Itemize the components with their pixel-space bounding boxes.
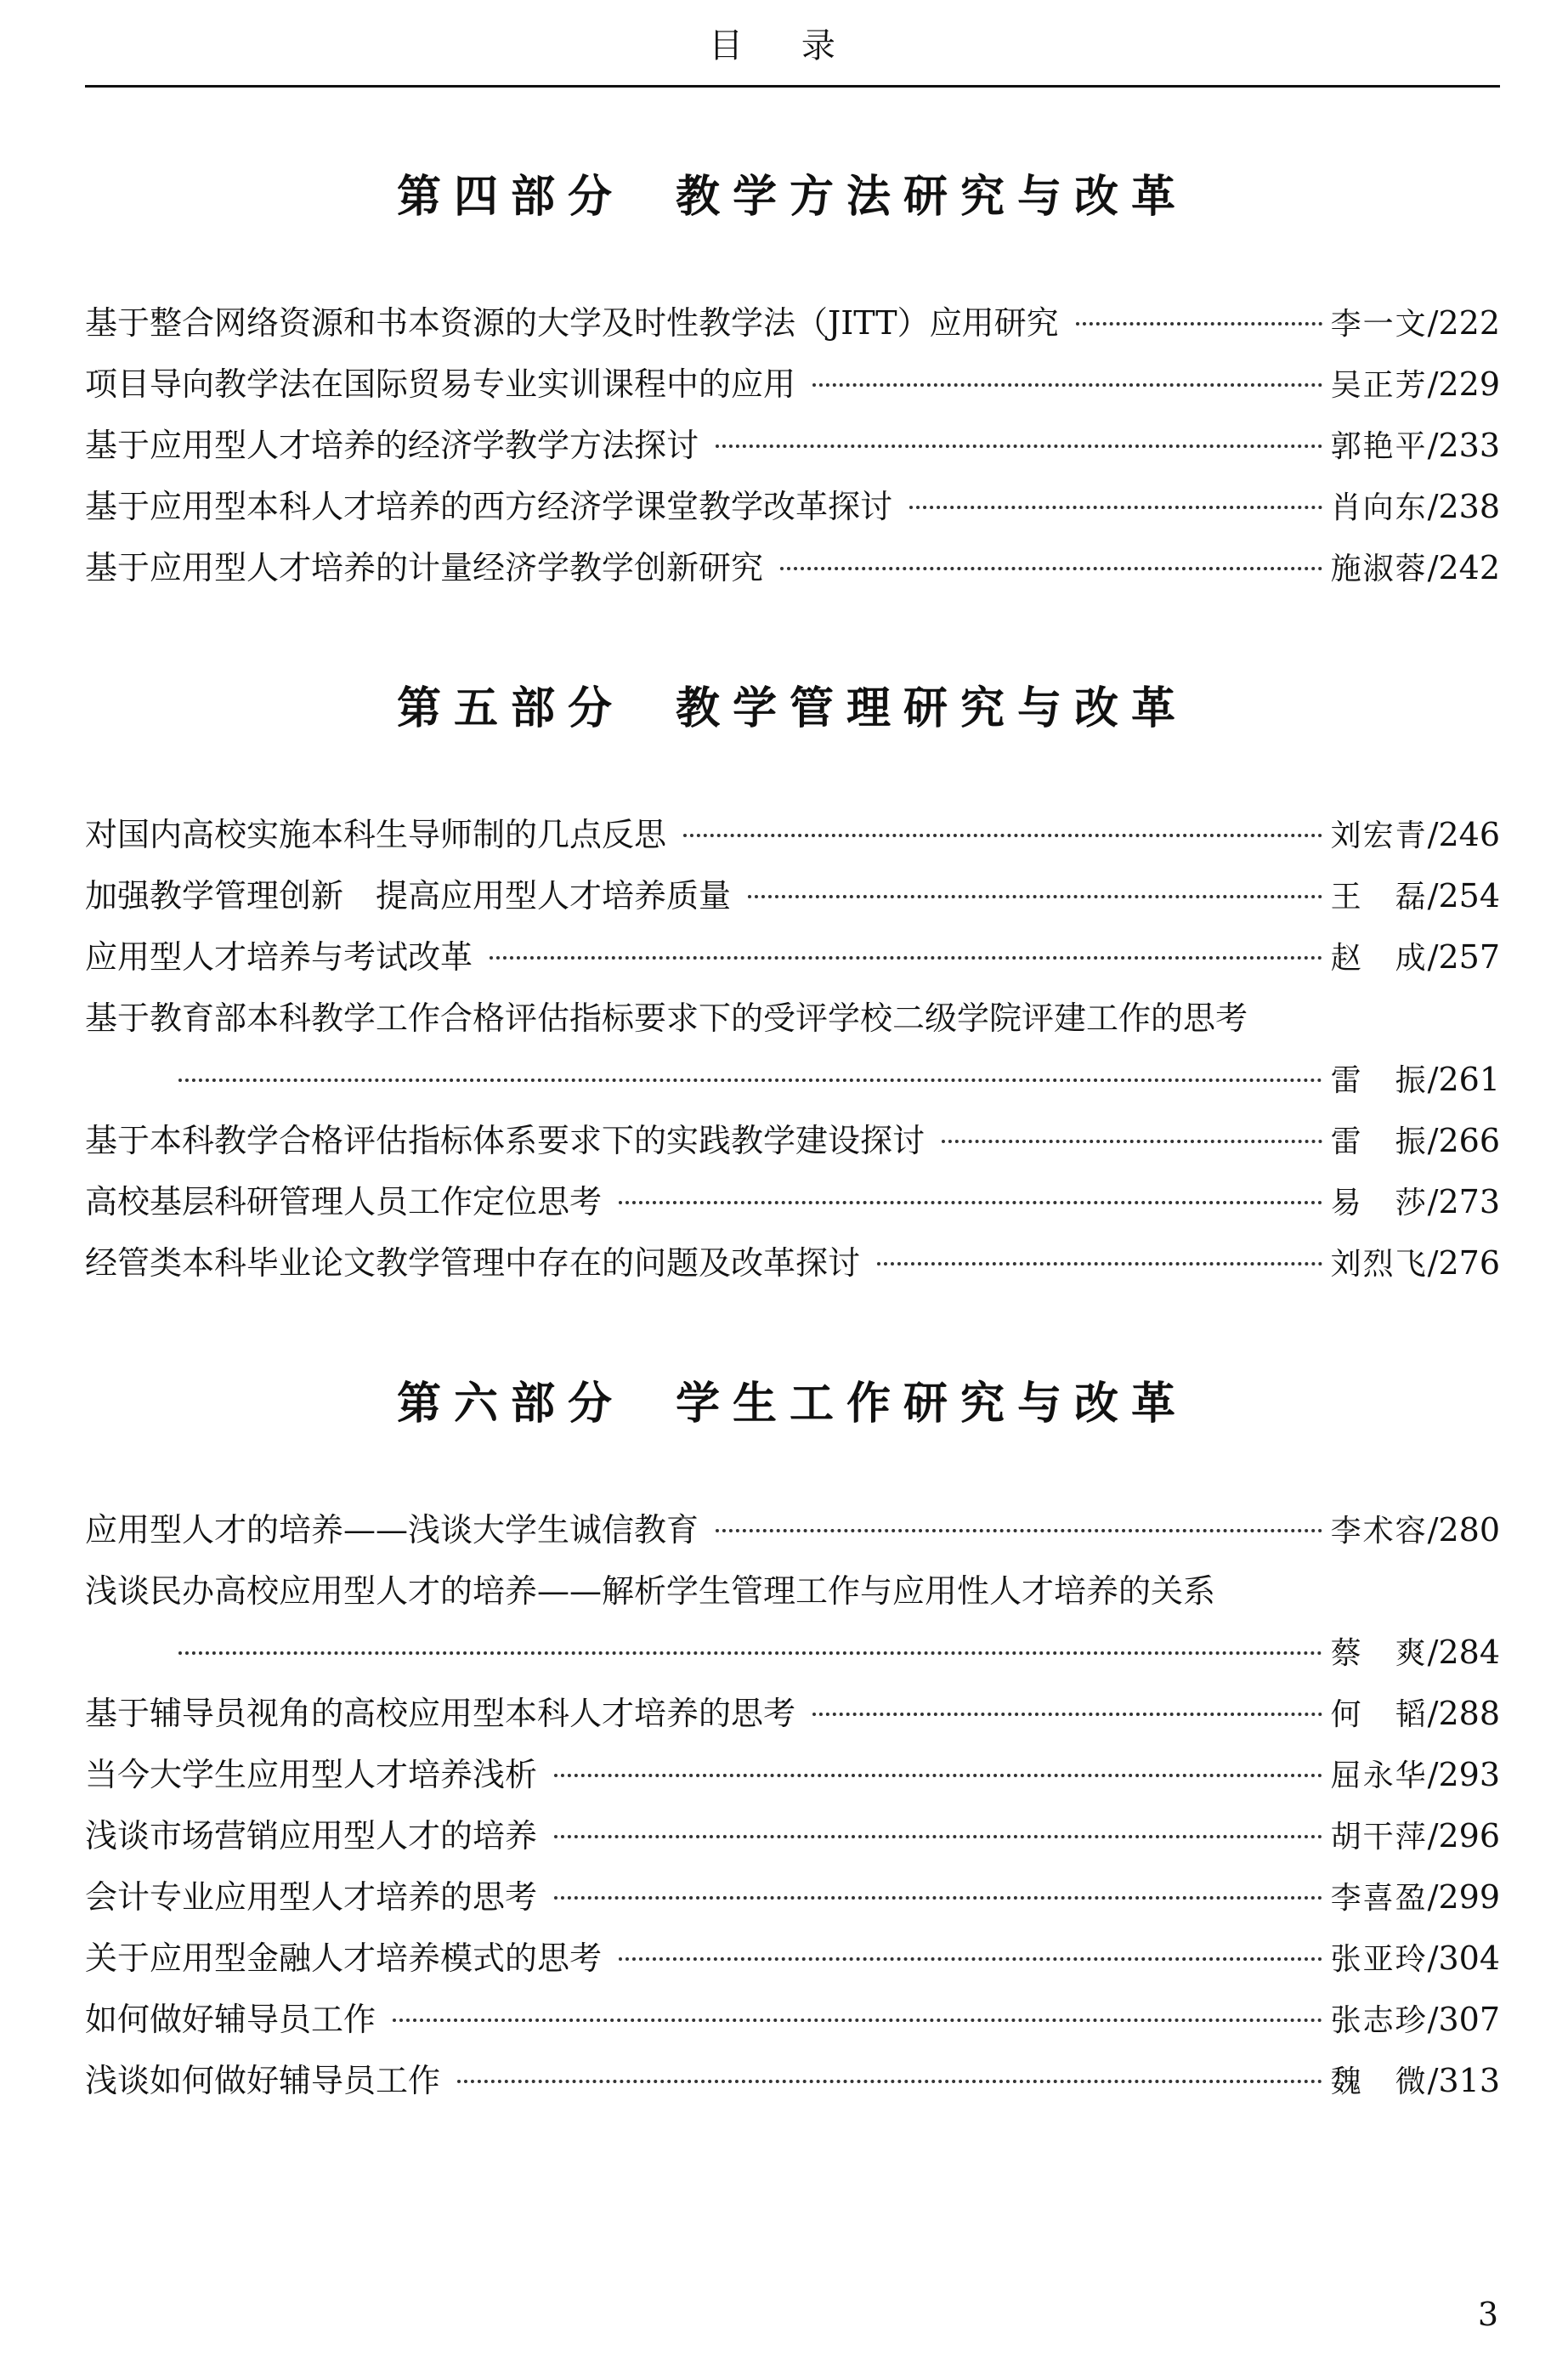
- entry-line: [85, 476, 1500, 537]
- toc-entry[interactable]: [85, 926, 1500, 988]
- dot-leader: [554, 1774, 1322, 1777]
- entry-author-page: [1331, 1866, 1500, 1929]
- entry-title: 项目导向教学法在国际贸易专业实训课程中的应用: [85, 365, 796, 403]
- entry-author: 何 韬: [1330, 1697, 1428, 1732]
- entry-line: [85, 1683, 1500, 1744]
- section-title: 教学方法研究与改革: [676, 171, 1189, 223]
- dot-leader: [554, 1835, 1322, 1838]
- entry-author-page: [1331, 926, 1500, 989]
- author-page-separator: /: [1427, 1244, 1439, 1282]
- author-page-separator: /: [1427, 1878, 1439, 1916]
- entry-author: 施淑蓉: [1330, 552, 1428, 586]
- entry-author-page: [1331, 1110, 1500, 1173]
- toc-section: [85, 171, 1500, 598]
- entry-author-page: [1331, 804, 1500, 867]
- toc-entry[interactable]: [85, 988, 1500, 1110]
- entry-author: 郭艳平: [1330, 429, 1428, 464]
- entry-page-number: 266: [1438, 1122, 1500, 1159]
- entry-line: [85, 537, 1500, 598]
- dot-leader: [812, 1713, 1322, 1716]
- author-page-separator: /: [1427, 1183, 1439, 1220]
- toc-entry[interactable]: [85, 476, 1500, 537]
- entry-list: [85, 1499, 1500, 2111]
- entry-author-page: [1331, 1805, 1500, 1868]
- dot-leader: [457, 2080, 1322, 2083]
- entry-page-number: 296: [1438, 1817, 1500, 1855]
- entry-line: [85, 1110, 1500, 1171]
- toc-entry[interactable]: [85, 537, 1500, 598]
- toc-entry[interactable]: [85, 292, 1500, 354]
- dot-leader: [909, 506, 1322, 509]
- entry-author-page: [1331, 1049, 1500, 1112]
- entry-author-page: [1331, 1622, 1500, 1685]
- entry-author-page: [1331, 292, 1500, 355]
- section-part-label: 第五部分: [396, 682, 625, 734]
- entry-title: 当今大学生应用型人才培养浅析: [85, 1756, 538, 1793]
- entry-author-page: [1331, 1171, 1500, 1234]
- entry-title: 基于应用型人才培养的经济学教学方法探讨: [85, 427, 699, 464]
- entry-page-number: 222: [1438, 304, 1500, 342]
- entry-author: 王 磊: [1330, 880, 1428, 915]
- entry-title: 会计专业应用型人才培养的思考: [85, 1878, 538, 1916]
- entry-line: [85, 926, 1500, 988]
- entry-page-number: 273: [1438, 1183, 1500, 1220]
- toc-entry[interactable]: [85, 865, 1500, 926]
- entry-title: 基于整合网络资源和书本资源的大学及时性教学法（JITT）应用研究: [85, 304, 1059, 342]
- entry-page-number: 261: [1438, 1061, 1500, 1098]
- entry-title: 基于本科教学合格评估指标体系要求下的实践教学建设探讨: [85, 1122, 926, 1159]
- section-heading: [85, 682, 1500, 734]
- entry-author: 胡干萍: [1330, 1820, 1428, 1855]
- entry-line: [85, 1928, 1500, 1989]
- dot-leader: [812, 383, 1322, 387]
- entry-title: 浅谈市场营销应用型人才的培养: [85, 1817, 538, 1855]
- entry-page-number: 307: [1438, 2001, 1500, 2038]
- entry-title: 如何做好辅导员工作: [85, 2001, 376, 2038]
- toc-section: [85, 682, 1500, 1294]
- entry-continuation-line: [85, 1622, 1500, 1683]
- entry-line: [85, 1989, 1500, 2050]
- dot-leader: [716, 1529, 1322, 1532]
- entry-author: 肖向东: [1330, 490, 1428, 525]
- toc-entry[interactable]: [85, 1171, 1500, 1232]
- section-title: 学生工作研究与改革: [676, 1378, 1189, 1430]
- entry-author: 张亚玲: [1330, 1942, 1428, 1977]
- entry-author: 李一文: [1330, 307, 1428, 342]
- dot-leader: [619, 1201, 1322, 1204]
- toc-entry[interactable]: [85, 1744, 1500, 1805]
- entry-page-number: 229: [1438, 365, 1500, 403]
- section-heading: [85, 1378, 1500, 1430]
- entry-author-page: [1331, 865, 1500, 928]
- author-page-separator: /: [1427, 1511, 1439, 1549]
- entry-page-number: 293: [1438, 1756, 1500, 1793]
- toc-entry[interactable]: [85, 804, 1500, 865]
- author-page-separator: /: [1427, 2062, 1439, 2099]
- entry-author: 刘宏青: [1330, 818, 1428, 853]
- dot-leader: [178, 1651, 1322, 1655]
- dot-leader: [748, 895, 1322, 898]
- entry-continuation-line: [85, 1049, 1500, 1110]
- author-page-separator: /: [1427, 938, 1439, 976]
- dot-leader: [877, 1262, 1322, 1266]
- entry-page-number: 284: [1438, 1634, 1500, 1671]
- entry-line: [85, 1866, 1500, 1928]
- entry-line: [85, 1805, 1500, 1866]
- author-page-separator: /: [1427, 1122, 1439, 1159]
- entry-title: 高校基层科研管理人员工作定位思考: [85, 1183, 603, 1220]
- entry-author-page: [1331, 1683, 1500, 1746]
- section-part-label: 第六部分: [396, 1378, 625, 1430]
- entry-line: [85, 354, 1500, 415]
- toc-entry[interactable]: [85, 1499, 1500, 1560]
- dot-leader: [683, 834, 1322, 837]
- entry-page-number: 313: [1438, 2062, 1500, 2099]
- author-page-separator: /: [1427, 816, 1439, 853]
- entry-author-page: [1331, 476, 1500, 539]
- entry-page-number: 276: [1438, 1244, 1500, 1282]
- dot-leader: [490, 956, 1322, 960]
- entry-title: 基于辅导员视角的高校应用型本科人才培养的思考: [85, 1695, 796, 1732]
- entry-author: 赵 成: [1330, 941, 1428, 976]
- author-page-separator: /: [1427, 1695, 1439, 1732]
- entry-line: [85, 804, 1500, 865]
- header-rule: [85, 85, 1500, 88]
- dot-leader: [554, 1896, 1322, 1900]
- entry-author: 张志珍: [1330, 2003, 1428, 2038]
- toc-entry[interactable]: [85, 1232, 1500, 1294]
- entry-author-page: [1331, 354, 1500, 416]
- author-page-separator: /: [1427, 549, 1439, 586]
- section-heading: [85, 171, 1500, 223]
- toc-entry[interactable]: [85, 1560, 1500, 1683]
- dot-leader: [716, 445, 1322, 448]
- author-page-separator: /: [1427, 1756, 1439, 1793]
- entry-author: 屈永华: [1330, 1758, 1428, 1793]
- entry-line: [85, 988, 1500, 1049]
- toc-entry[interactable]: [85, 1805, 1500, 1866]
- author-page-separator: /: [1427, 1061, 1439, 1098]
- entry-title: 应用型人才培养与考试改革: [85, 938, 473, 976]
- entry-author: 蔡 爽: [1330, 1636, 1428, 1671]
- entry-title: 经管类本科毕业论文教学管理中存在的问题及改革探讨: [85, 1244, 861, 1282]
- entry-author: 雷 振: [1330, 1124, 1428, 1159]
- entry-page-number: 254: [1438, 877, 1500, 915]
- entry-author: 雷 振: [1330, 1063, 1428, 1098]
- author-page-separator: /: [1427, 2001, 1439, 2038]
- entry-author-page: [1331, 415, 1500, 478]
- entry-page-number: 242: [1438, 549, 1500, 586]
- entry-title: 基于教育部本科教学工作合格评估指标要求下的受评学校二级学院评建工作的思考: [85, 999, 1248, 1037]
- author-page-separator: /: [1427, 365, 1439, 403]
- author-page-separator: /: [1427, 304, 1439, 342]
- section-part-label: 第四部分: [396, 171, 625, 223]
- entry-author: 魏 微: [1330, 2064, 1428, 2099]
- entry-line: [85, 415, 1500, 476]
- entry-author-page: [1331, 1989, 1500, 2052]
- toc-entry[interactable]: [85, 1866, 1500, 1928]
- entry-author-page: [1331, 1744, 1500, 1807]
- entry-page-number: 288: [1438, 1695, 1500, 1732]
- toc-entry[interactable]: [85, 354, 1500, 415]
- entry-title: 加强教学管理创新 提高应用型人才培养质量: [85, 877, 732, 915]
- page-number: 3: [1477, 2296, 1498, 2333]
- toc-entry[interactable]: [85, 1989, 1500, 2050]
- dot-leader: [942, 1140, 1322, 1143]
- entry-page-number: 238: [1438, 488, 1500, 525]
- dot-leader: [178, 1079, 1322, 1082]
- entry-line: [85, 2050, 1500, 2111]
- entry-line: [85, 1744, 1500, 1805]
- entry-author: 李喜盈: [1330, 1881, 1428, 1916]
- entry-title: 应用型人才的培养——浅谈大学生诚信教育: [85, 1511, 699, 1549]
- dot-leader: [619, 1957, 1322, 1961]
- entry-author: 李术容: [1330, 1514, 1428, 1549]
- entry-page-number: 299: [1438, 1878, 1500, 1916]
- dot-leader: [1076, 322, 1322, 326]
- entry-line: [85, 1499, 1500, 1560]
- entry-line: [85, 1560, 1500, 1622]
- entry-page-number: 257: [1438, 938, 1500, 976]
- toc-section: [85, 1378, 1500, 2111]
- entry-page-number: 233: [1438, 427, 1500, 464]
- entry-author: 易 莎: [1330, 1186, 1428, 1220]
- toc-entry[interactable]: [85, 415, 1500, 476]
- entry-author-page: [1331, 1928, 1500, 1990]
- entry-line: [85, 292, 1500, 354]
- entry-list: [85, 804, 1500, 1294]
- header-title: 目 录: [709, 26, 859, 65]
- entry-author: 吴正芳: [1330, 368, 1428, 403]
- entry-page-number: 304: [1438, 1939, 1500, 1977]
- entry-author-page: [1331, 537, 1500, 600]
- author-page-separator: /: [1427, 427, 1439, 464]
- entry-list: [85, 292, 1500, 598]
- author-page-separator: /: [1427, 877, 1439, 915]
- author-page-separator: /: [1427, 488, 1439, 525]
- entry-line: [85, 1232, 1500, 1294]
- entry-line: [85, 865, 1500, 926]
- entry-title: 浅谈民办高校应用型人才的培养——解析学生管理工作与应用性人才培养的关系: [85, 1572, 1216, 1610]
- entry-page-number: 246: [1438, 816, 1500, 853]
- toc-entry[interactable]: [85, 2050, 1500, 2111]
- entry-page-number: 280: [1438, 1511, 1500, 1549]
- toc-entry[interactable]: [85, 1683, 1500, 1744]
- toc-entry[interactable]: [85, 1110, 1500, 1171]
- entry-author: 刘烈飞: [1330, 1247, 1428, 1282]
- entry-author-page: [1331, 1499, 1500, 1562]
- table-of-contents: [85, 171, 1500, 2111]
- entry-title: 基于应用型本科人才培养的西方经济学课堂教学改革探讨: [85, 488, 893, 525]
- entry-title: 基于应用型人才培养的计量经济学教学创新研究: [85, 549, 764, 586]
- entry-title: 浅谈如何做好辅导员工作: [85, 2062, 441, 2099]
- entry-line: [85, 1171, 1500, 1232]
- author-page-separator: /: [1427, 1634, 1439, 1671]
- dot-leader: [393, 2019, 1322, 2022]
- dot-leader: [780, 567, 1322, 570]
- section-title: 教学管理研究与改革: [676, 682, 1189, 734]
- entry-title: 对国内高校实施本科生导师制的几点反思: [85, 816, 667, 853]
- entry-title: 关于应用型金融人才培养模式的思考: [85, 1939, 603, 1977]
- toc-entry[interactable]: [85, 1928, 1500, 1989]
- author-page-separator: /: [1427, 1817, 1439, 1855]
- entry-author-page: [1331, 1232, 1500, 1295]
- author-page-separator: /: [1427, 1939, 1439, 1977]
- entry-author-page: [1331, 2050, 1500, 2113]
